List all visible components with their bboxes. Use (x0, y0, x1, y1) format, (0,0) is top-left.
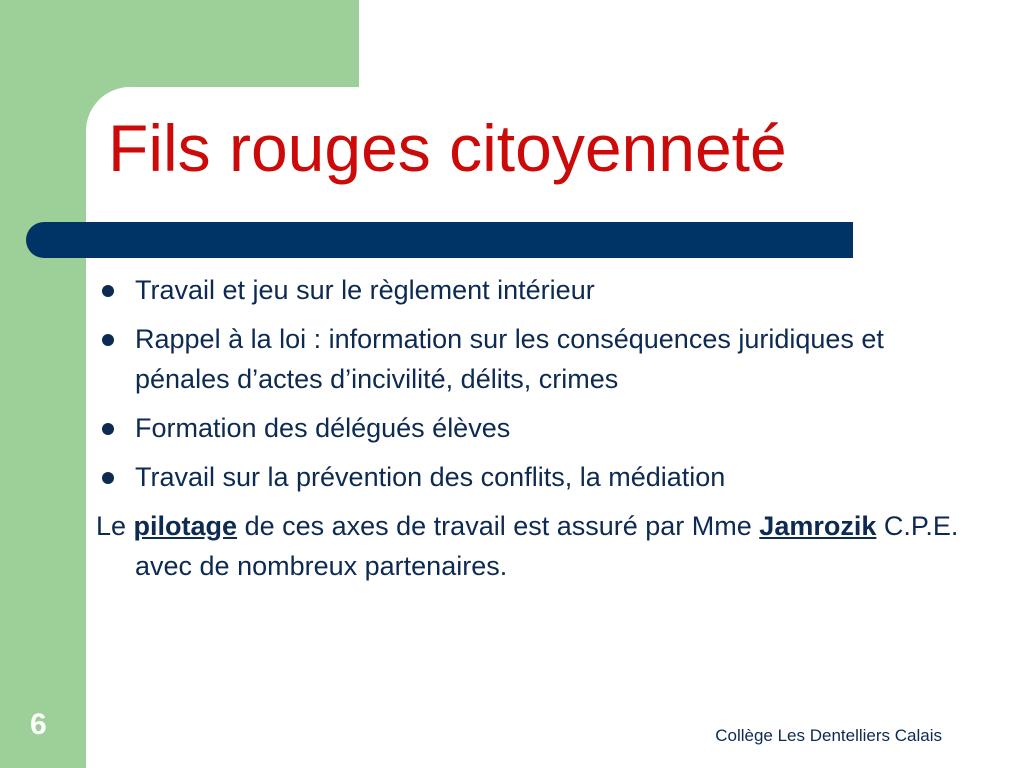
slide-title: Fils rouges citoyenneté (108, 111, 787, 185)
bullet-item (96, 457, 976, 497)
title-underline-bar (26, 222, 853, 258)
bullet-text: Rappel à la loi : information sur les conséquences juridiques et pénales d’actes d’incivilité, délits, crimes (135, 324, 884, 394)
paragraph-suffix: C.P.E. avec de nombreux partenaires. (135, 511, 959, 581)
emphasis-pilotage: pilotage (133, 511, 238, 541)
bullet-icon (102, 334, 114, 346)
bullet-item (96, 408, 976, 448)
bullet-icon (102, 472, 114, 484)
paragraph-prefix: Le (96, 511, 134, 541)
slide-body (96, 270, 976, 586)
slide-number: 6 (30, 708, 47, 741)
emphasis-name: Jamrozik (759, 511, 877, 541)
summary-paragraph (96, 506, 976, 586)
bullet-list (96, 270, 976, 497)
bullet-icon (102, 423, 114, 435)
bullet-text: Travail et jeu sur le règlement intérieur (135, 275, 595, 305)
bullet-text: Travail sur la prévention des conflits, la médiation (135, 462, 726, 492)
bullet-item (96, 319, 976, 399)
bullet-item (96, 270, 976, 310)
paragraph-middle: de ces axes de travail est assuré par Mme (237, 511, 760, 541)
bullet-text: Formation des délégués élèves (135, 413, 511, 443)
footer-text: Collège Les Dentelliers Calais (715, 726, 942, 745)
bullet-icon (102, 285, 114, 297)
